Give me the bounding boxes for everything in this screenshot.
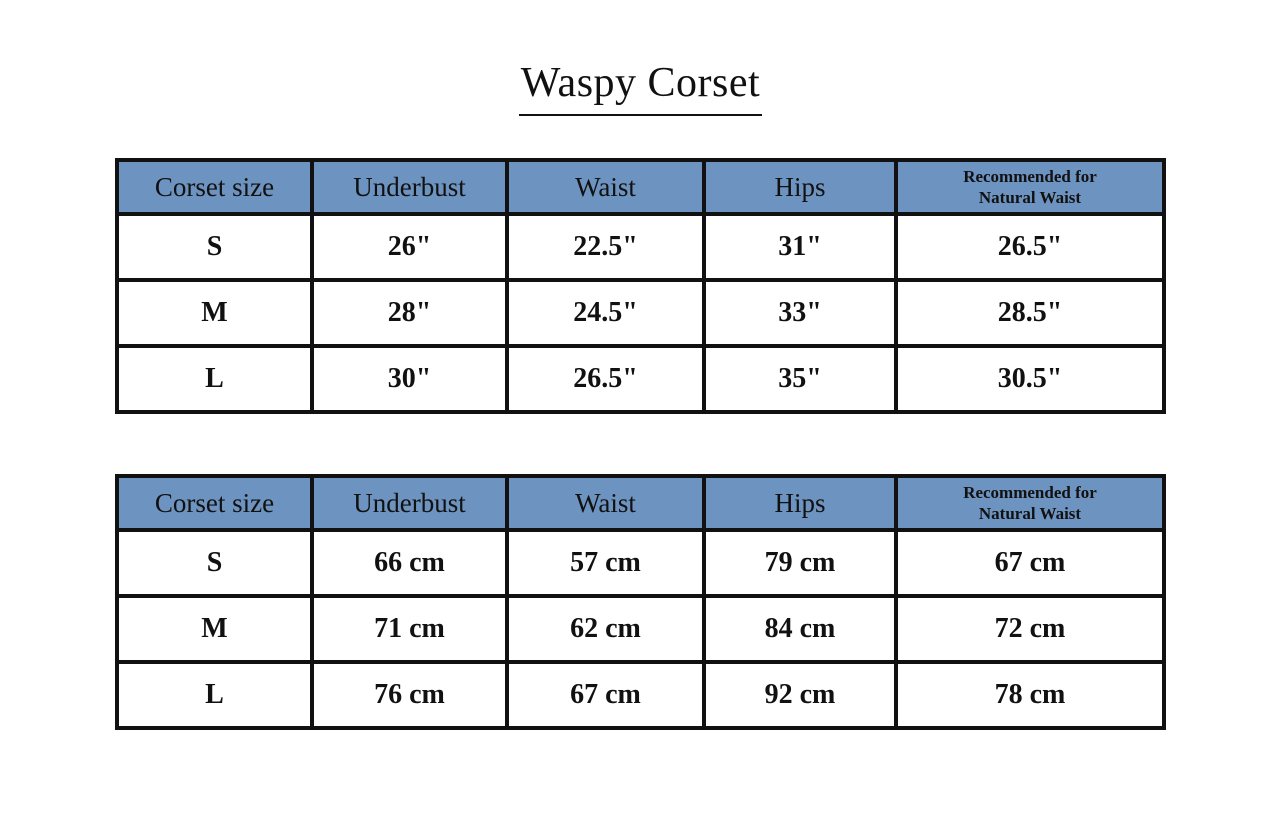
header-waist: Waist (507, 160, 704, 214)
table-row (117, 280, 1164, 346)
header-recommended-line1: Recommended for (963, 167, 1097, 186)
table-row (117, 596, 1164, 662)
header-row (117, 476, 1164, 530)
header-recommended-line1: Recommended for (963, 483, 1097, 502)
cell-underbust: 71 cm (312, 596, 507, 662)
size-table-cm (115, 474, 1166, 730)
cell-underbust: 66 cm (312, 530, 507, 596)
header-hips: Hips (704, 476, 896, 530)
cell-size: L (117, 662, 312, 728)
cell-natural-waist: 30.5" (896, 346, 1164, 412)
header-recommended-natural-waist (896, 476, 1164, 530)
header-underbust: Underbust (312, 160, 507, 214)
cell-size: L (117, 346, 312, 412)
header-waist: Waist (507, 476, 704, 530)
table-row (117, 530, 1164, 596)
cell-waist: 22.5" (507, 214, 704, 280)
size-table-inches (115, 158, 1166, 414)
page-title: Waspy Corset (519, 58, 762, 116)
header-recommended-line2: Natural Waist (978, 504, 1082, 523)
cell-waist: 67 cm (507, 662, 704, 728)
cell-hips: 79 cm (704, 530, 896, 596)
cell-waist: 24.5" (507, 280, 704, 346)
cell-natural-waist: 28.5" (896, 280, 1164, 346)
cell-hips: 84 cm (704, 596, 896, 662)
cell-size: M (117, 596, 312, 662)
cell-waist: 26.5" (507, 346, 704, 412)
cell-underbust: 26" (312, 214, 507, 280)
cell-size: S (117, 214, 312, 280)
cell-natural-waist: 67 cm (896, 530, 1164, 596)
cell-size: M (117, 280, 312, 346)
header-underbust: Underbust (312, 476, 507, 530)
cell-natural-waist: 78 cm (896, 662, 1164, 728)
cell-underbust: 76 cm (312, 662, 507, 728)
header-row (117, 160, 1164, 214)
cell-hips: 33" (704, 280, 896, 346)
cell-natural-waist: 26.5" (896, 214, 1164, 280)
page-title-wrapper (0, 58, 1281, 116)
table-row (117, 662, 1164, 728)
table-row (117, 346, 1164, 412)
cell-natural-waist: 72 cm (896, 596, 1164, 662)
cell-hips: 31" (704, 214, 896, 280)
header-corset-size: Corset size (117, 160, 312, 214)
header-recommended-line2: Natural Waist (978, 188, 1082, 207)
header-hips: Hips (704, 160, 896, 214)
cell-hips: 92 cm (704, 662, 896, 728)
cell-hips: 35" (704, 346, 896, 412)
cell-waist: 62 cm (507, 596, 704, 662)
cell-underbust: 30" (312, 346, 507, 412)
cell-waist: 57 cm (507, 530, 704, 596)
header-corset-size: Corset size (117, 476, 312, 530)
header-recommended-natural-waist (896, 160, 1164, 214)
cell-size: S (117, 530, 312, 596)
table-row (117, 214, 1164, 280)
cell-underbust: 28" (312, 280, 507, 346)
